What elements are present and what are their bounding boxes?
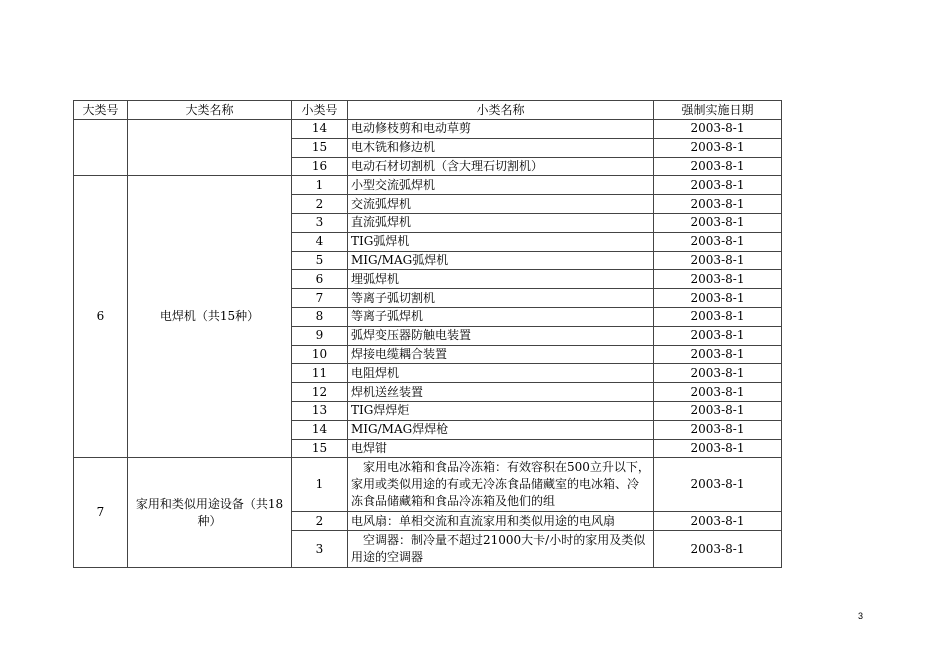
- category-name-cell: 电焊机（共15种）: [128, 176, 292, 458]
- subcategory-number: 14: [292, 120, 348, 139]
- category-number-cell: 7: [74, 458, 128, 568]
- enforcement-date: 2003-8-1: [654, 138, 782, 157]
- subcategory-number: 2: [292, 512, 348, 531]
- subcategory-number: 14: [292, 420, 348, 439]
- enforcement-date: 2003-8-1: [654, 345, 782, 364]
- category-number-cell: 6: [74, 176, 128, 458]
- subcategory-name: 空调器：制冷量不超过21000大卡/小时的家用及类似用途的空调器: [348, 531, 654, 568]
- subcategory-number: 3: [292, 531, 348, 568]
- subcategory-name: 焊接电缆耦合装置: [348, 345, 654, 364]
- subcategory-number: 3: [292, 213, 348, 232]
- subcategory-name: 电风扇：单相交流和直流家用和类似用途的电风扇: [348, 512, 654, 531]
- enforcement-date: 2003-8-1: [654, 195, 782, 214]
- subcategory-number: 8: [292, 307, 348, 326]
- enforcement-date: 2003-8-1: [654, 439, 782, 458]
- category-number-cell: [74, 120, 128, 176]
- subcategory-name: 弧焊变压器防触电装置: [348, 326, 654, 345]
- subcategory-name: 电焊钳: [348, 439, 654, 458]
- subcategory-number: 6: [292, 270, 348, 289]
- subcategory-name: 小型交流弧焊机: [348, 176, 654, 195]
- subcategory-name: MIG/MAG焊焊枪: [348, 420, 654, 439]
- header-category-number: 大类号: [74, 101, 128, 120]
- enforcement-date: 2003-8-1: [654, 531, 782, 568]
- table-header-row: [74, 101, 782, 120]
- subcategory-name: 电动石材切割机（含大理石切割机）: [348, 157, 654, 176]
- subcategory-number: 15: [292, 439, 348, 458]
- subcategory-number: 13: [292, 401, 348, 420]
- subcategory-name: 电阻焊机: [348, 364, 654, 383]
- enforcement-date: 2003-8-1: [654, 512, 782, 531]
- subcategory-name: TIG弧焊机: [348, 232, 654, 251]
- product-catalog-table: [73, 100, 782, 568]
- header-category-name: 大类名称: [128, 101, 292, 120]
- table-row: [74, 176, 782, 195]
- subcategory-name: TIG焊焊炬: [348, 401, 654, 420]
- subcategory-number: 4: [292, 232, 348, 251]
- subcategory-number: 1: [292, 176, 348, 195]
- subcategory-name: MIG/MAG弧焊机: [348, 251, 654, 270]
- enforcement-date: 2003-8-1: [654, 326, 782, 345]
- subcategory-number: 15: [292, 138, 348, 157]
- enforcement-date: 2003-8-1: [654, 251, 782, 270]
- header-enforcement-date: 强制实施日期: [654, 101, 782, 120]
- enforcement-date: 2003-8-1: [654, 458, 782, 512]
- enforcement-date: 2003-8-1: [654, 420, 782, 439]
- enforcement-date: 2003-8-1: [654, 120, 782, 139]
- enforcement-date: 2003-8-1: [654, 364, 782, 383]
- header-subcategory-number: 小类号: [292, 101, 348, 120]
- header-subcategory-name: 小类名称: [348, 101, 654, 120]
- subcategory-number: 2: [292, 195, 348, 214]
- enforcement-date: 2003-8-1: [654, 307, 782, 326]
- enforcement-date: 2003-8-1: [654, 176, 782, 195]
- subcategory-number: 5: [292, 251, 348, 270]
- subcategory-name: 电木铣和修边机: [348, 138, 654, 157]
- enforcement-date: 2003-8-1: [654, 383, 782, 402]
- enforcement-date: 2003-8-1: [654, 401, 782, 420]
- category-name-cell: 家用和类似用途设备（共18种）: [128, 458, 292, 568]
- subcategory-number: 16: [292, 157, 348, 176]
- enforcement-date: 2003-8-1: [654, 270, 782, 289]
- subcategory-number: 7: [292, 289, 348, 308]
- subcategory-name: 埋弧焊机: [348, 270, 654, 289]
- table-row: [74, 458, 782, 512]
- subcategory-number: 9: [292, 326, 348, 345]
- subcategory-number: 11: [292, 364, 348, 383]
- enforcement-date: 2003-8-1: [654, 157, 782, 176]
- subcategory-number: 1: [292, 458, 348, 512]
- enforcement-date: 2003-8-1: [654, 289, 782, 308]
- subcategory-number: 10: [292, 345, 348, 364]
- enforcement-date: 2003-8-1: [654, 213, 782, 232]
- page-number: 3: [858, 611, 864, 621]
- enforcement-date: 2003-8-1: [654, 232, 782, 251]
- category-name-cell: [128, 120, 292, 176]
- subcategory-name: 焊机送丝装置: [348, 383, 654, 402]
- table-row: [74, 120, 782, 139]
- subcategory-number: 12: [292, 383, 348, 402]
- subcategory-name: 交流弧焊机: [348, 195, 654, 214]
- subcategory-name: 等离子弧切割机: [348, 289, 654, 308]
- subcategory-name: 直流弧焊机: [348, 213, 654, 232]
- subcategory-name: 电动修枝剪和电动草剪: [348, 120, 654, 139]
- subcategory-name: 家用电冰箱和食品冷冻箱：有效容积在500立升以下，家用或类似用途的有或无冷冻食品储藏室的电冰箱、冷冻食品储藏箱和食品冷冻箱及他们的组: [348, 458, 654, 512]
- subcategory-name: 等离子弧焊机: [348, 307, 654, 326]
